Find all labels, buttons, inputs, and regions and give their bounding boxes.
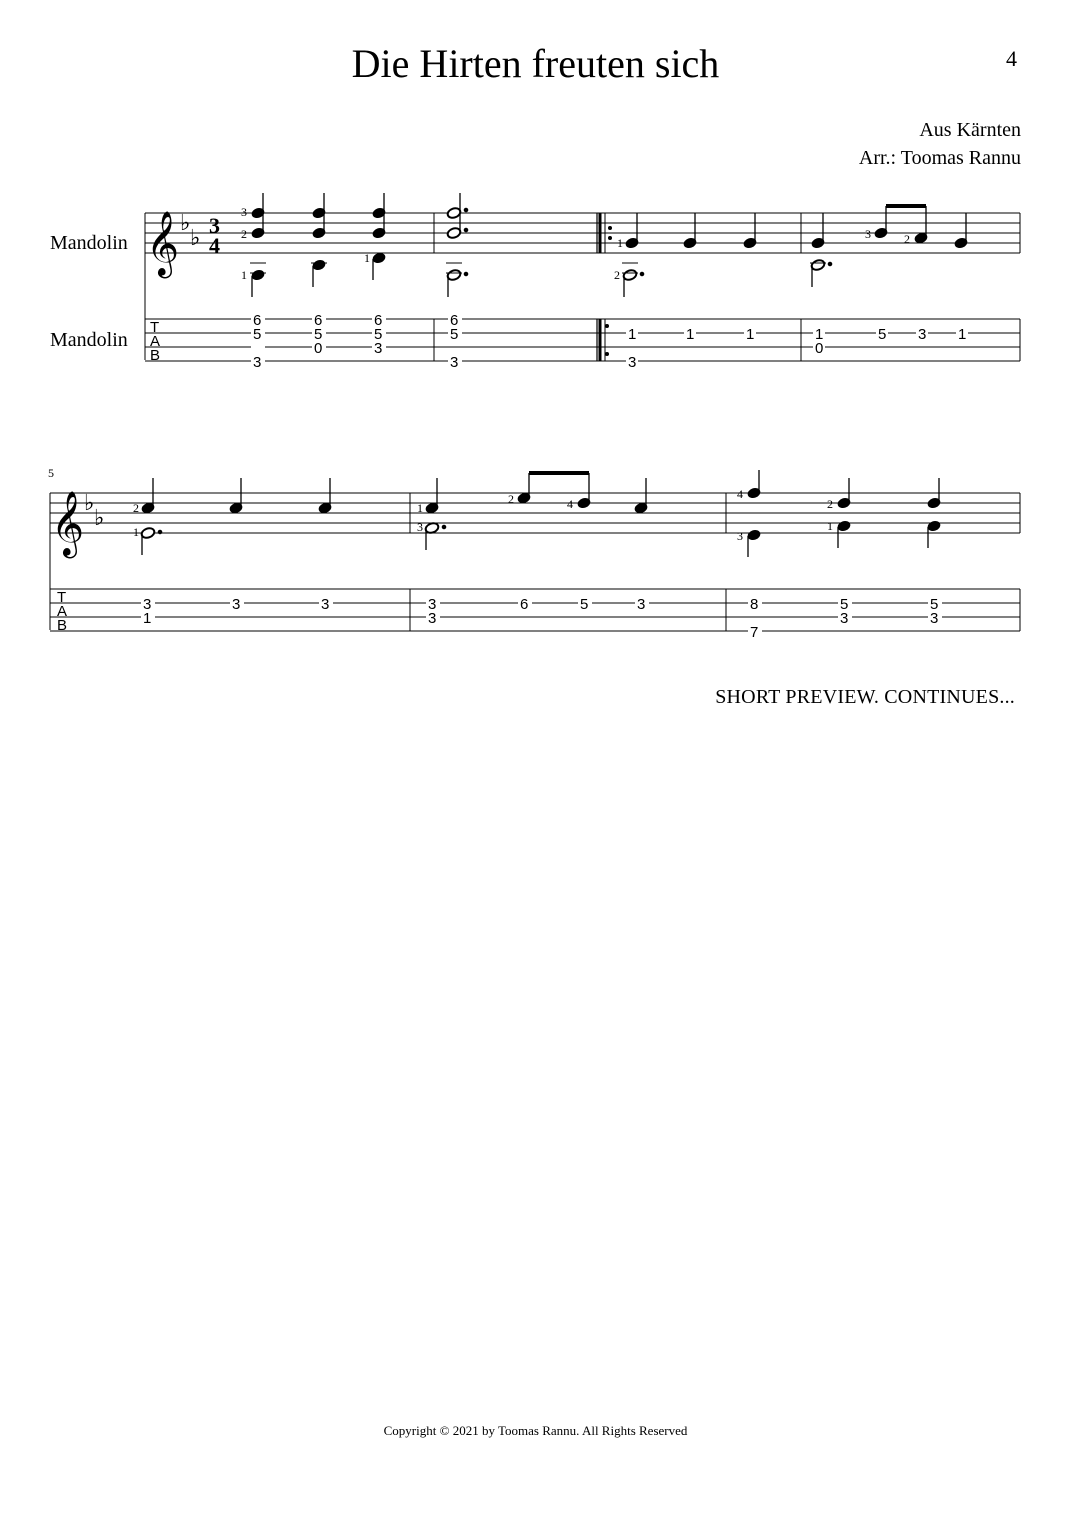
repeat-dot	[608, 226, 612, 230]
fingering: 2	[827, 497, 833, 511]
tab-number: 1	[958, 326, 967, 343]
tab-number: 5	[253, 326, 262, 343]
fingering: 3	[241, 205, 247, 219]
fingering: 1	[133, 525, 139, 539]
tab-number: 8	[750, 596, 759, 613]
staff-instrument-label: Mandolin	[50, 232, 128, 254]
score-title: Die Hirten freuten sich	[351, 41, 720, 86]
flat-icon: ♭	[94, 506, 105, 531]
fingering: 1	[364, 251, 370, 265]
page-number: 4	[1006, 46, 1017, 71]
tab-number: 5	[840, 596, 849, 613]
tab-number: 1	[628, 326, 637, 343]
system2-staff	[50, 493, 1020, 630]
tab-instrument-label: Mandolin	[50, 329, 128, 351]
tab-clef-b: B	[150, 347, 161, 364]
tab-number: 0	[314, 340, 323, 357]
flat-icon: ♭	[84, 491, 95, 516]
tab-number: 3	[450, 354, 459, 371]
time-signature-bottom: 4	[209, 233, 220, 258]
tab-number: 7	[750, 624, 759, 641]
tab-number: 5	[314, 326, 323, 343]
tab-number: 6	[520, 596, 529, 613]
tab-number: 6	[253, 312, 262, 329]
tab-number: 5	[930, 596, 939, 613]
fingering: 3	[865, 227, 871, 241]
tab-clef-b: B	[57, 617, 68, 634]
tab-number: 3	[374, 340, 383, 357]
tab-number: 1	[686, 326, 695, 343]
measure-2-notes	[446, 193, 468, 297]
tab-number: 5	[450, 326, 459, 343]
treble-clef-icon: 𝄞	[146, 211, 180, 276]
tab-number: 1	[815, 326, 824, 343]
flat-icon: ♭	[180, 211, 191, 236]
fingering: 4	[737, 487, 743, 501]
tab-number: 6	[374, 312, 383, 329]
tab-number: 6	[450, 312, 459, 329]
system1-staff	[145, 213, 1020, 360]
measure-6-notes	[424, 473, 648, 550]
repeat-dot	[605, 352, 609, 356]
treble-clef-icon: 𝄞	[51, 491, 85, 556]
composer-origin: Aus Kärnten	[919, 119, 1021, 141]
tab-number: 6	[314, 312, 323, 329]
tab-clef-t: T	[57, 589, 67, 606]
fingering: 2	[904, 232, 910, 246]
fingering: 1	[827, 519, 833, 533]
fingering: 4	[567, 497, 573, 511]
tab-number: 3	[918, 326, 927, 343]
fingering: 1	[417, 501, 423, 515]
tab-number: 3	[143, 596, 152, 613]
tab-number: 1	[746, 326, 755, 343]
tab-number: 3	[253, 354, 262, 371]
tab-number: 3	[628, 354, 637, 371]
fingering: 2	[241, 227, 247, 241]
system2-tab	[50, 589, 1020, 631]
tab-number: 0	[815, 340, 824, 357]
tab-number: 3	[428, 610, 437, 627]
tab-clef-t: T	[150, 319, 160, 336]
repeat-dot	[605, 324, 609, 328]
repeat-dot	[608, 236, 612, 240]
system1-tab	[145, 319, 1020, 361]
tab-clef-a: A	[57, 603, 68, 620]
time-signature-top: 3	[209, 213, 220, 238]
tab-number: 3	[428, 596, 437, 613]
copyright-notice: Copyright © 2021 by Toomas Rannu. All Rights Reserved	[383, 1423, 688, 1438]
fingering: 2	[614, 268, 620, 282]
flat-icon: ♭	[190, 226, 201, 251]
measure-number: 5	[48, 466, 54, 480]
fingering: 1	[241, 268, 247, 282]
measure-5-notes	[140, 478, 332, 555]
fingering: 2	[508, 492, 514, 506]
fingering: 2	[133, 501, 139, 515]
tab-number: 1	[143, 610, 152, 627]
fingering: 1	[617, 236, 623, 250]
system1-tab-numbers	[251, 312, 968, 371]
tab-number: 3	[232, 596, 241, 613]
tab-number: 3	[930, 610, 939, 627]
measure-3-notes	[622, 213, 757, 297]
preview-notice: SHORT PREVIEW. CONTINUES...	[715, 686, 1015, 708]
tab-number: 3	[321, 596, 330, 613]
tab-number: 5	[374, 326, 383, 343]
tab-number: 5	[878, 326, 887, 343]
arranger: Arr.: Toomas Rannu	[858, 147, 1021, 169]
tab-number: 5	[580, 596, 589, 613]
tab-number: 3	[840, 610, 849, 627]
measure-4-notes	[810, 206, 968, 287]
tab-number: 3	[637, 596, 646, 613]
tab-clef-a: A	[150, 333, 161, 350]
fingering: 3	[737, 529, 743, 543]
measure-1-notes	[250, 193, 386, 297]
fingering: 3	[417, 520, 423, 534]
